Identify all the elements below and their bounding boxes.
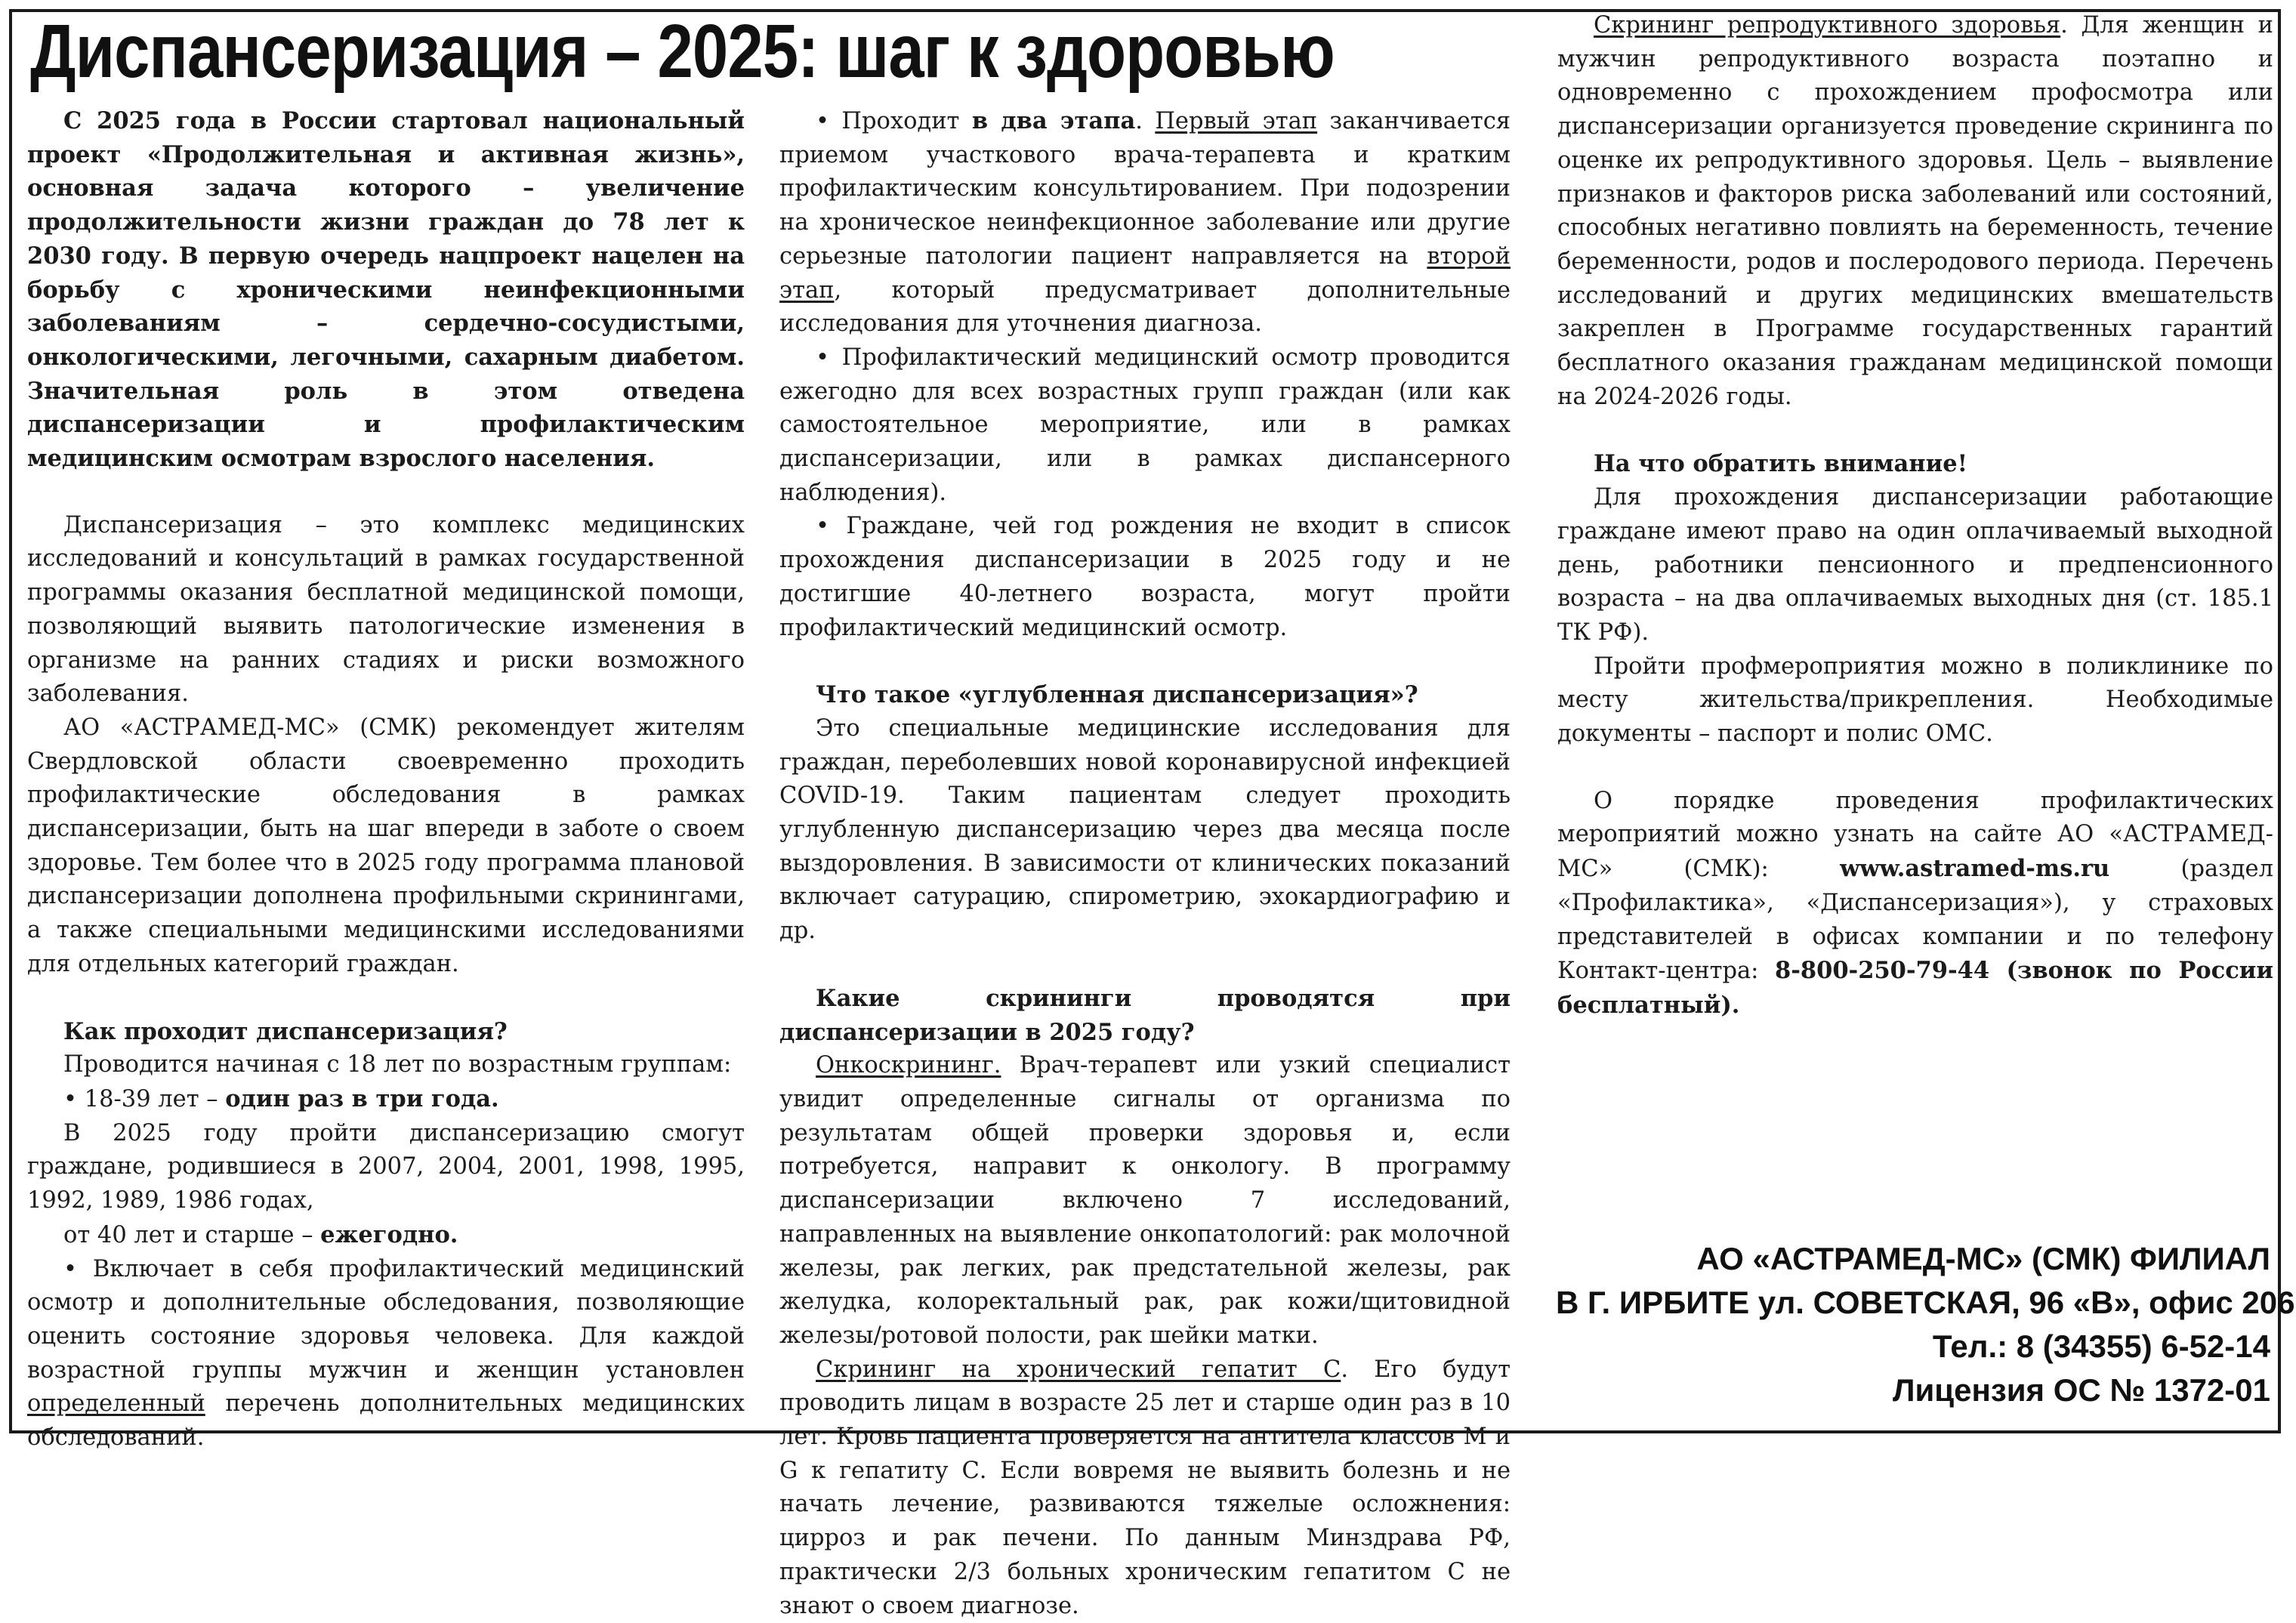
heading-attention: На что обратить внимание! [1594,450,1968,478]
underlined-term: Первый этап [1155,108,1318,134]
underlined-term: второй этап [779,242,1511,304]
lead-paragraph: С 2025 года в России стартовал национальный проект «Продолжительная и активная жизнь», основная задача которого – увеличение продолжительности жизни граждан до 78 лет к 2030 году. В первую очередь нацпроект нацелен на борьбу с хроническими неинфекционными заболеваниям – сердечно-сосудистыми, онкологическими, легочными, сахарным диабетом. Значительная роль в этом отведена диспансеризации и профилактическим медицинским осмотрам взрослого населения. [27,107,745,473]
hepatitis-paragraph [779,1353,1511,1623]
phone-number: 8-800-250-79-44 (звонок по России бесплатный). [1557,957,2274,1019]
text-run: перечень дополнительных медицинских обследований. [27,1390,745,1452]
deep-screening-paragraph: Это специальные медицинские исследования для граждан, переболевших новой коронавирусной инфекцией COVID-19. Таким пациентам следует проходить углубленную диспансеризацию через два месяца после выздоровления. В зависимости от клинических показаний включает сатурацию, спирометрию, эхокардиографию и др. [779,714,1511,945]
column-right [1557,9,2273,1233]
signature-block [1556,1237,2295,1412]
attention-paragraph-1: Для прохождения диспансеризации работающие граждане имеют право на один оплачиваемый выходной день, работники пенсионного и предпенсионного возраста – на два оплачиваемых выходных дня (ст. 185.1 ТК РФ). [1557,484,2273,646]
stages-paragraph [779,104,1511,341]
text-run: . Его будут проводить лицам в возрасте 25 лет и старше один раз в 10 лет. Кровь пациента проверяется на антитела классов M и G к гепатиту С. Если вовремя не выявить болезнь и не начать лечение, развиваются тяжелые осложнения: цирроз и рак печени. По данным Минздрава РФ, практически 2/3 больных хроническим гепатитом С не знают о своем диагнозе. [779,1356,1511,1619]
article-title: Диспансеризация – 2025: шаг к здоровью [30,9,1335,94]
reproductive-paragraph [1557,9,2273,414]
underlined-term: определенный [27,1390,205,1418]
signature-phone: Тел.: 8 (34355) 6-52-14 [1932,1328,2270,1364]
text-run: заканчивается приемом участкового врача-терапевта и кратким профилактическим консультированием. При подозрении на хроническое неинфекционное заболевание или другие серьезные патологии пациент направляется на [779,108,1511,270]
bold-term: в два этапа [971,107,1136,134]
onco-screening-paragraph [779,1049,1511,1353]
column-left [27,104,745,1452]
website-link[interactable]: www.astramed-ms.ru [1840,855,2110,883]
underlined-term: Онкоскрининг. [816,1052,1001,1079]
text-run: . [1135,108,1156,134]
age-group-label: от 40 лет и старше – [63,1221,321,1248]
includes-paragraph [27,1253,745,1455]
prof-exam-paragraph: • Профилактический медицинский осмотр проводится ежегодно для всех возрастных групп граждан (или как самостоятельное мероприятие, или в рамках диспансеризации, или в рамках диспансерного наблюдения). [779,344,1511,506]
text-run: О порядке проведения профилактических мероприятий можно узнать на сайте АО «АСТРАМЕД-МС» (СМК): [1557,787,2273,883]
paragraph-recommendation: АО «АСТРАМЕД-МС» (СМК) рекомендует жителям Свердловской области своевременно проходить профилактические обследования в рамках диспансеризации, быть на шаг впереди в заботе о своем здоровье. Тем более что в 2025 году программа плановой диспансеризации дополнена профильными скринингами, а также специальными медицинскими исследованиями для отдельных категорий граждан. [27,714,745,977]
birth-years-paragraph: В 2025 году пройти диспансеризацию смогут граждане, родившиеся в 2007, 2004, 2001, 1998, 1995, 1992, 1989, 1986 годах, [27,1119,745,1214]
heading-deep-screening: Что такое «углубленная диспансеризация»? [816,681,1418,709]
column-middle [779,104,1511,1619]
signature-address: В Г. ИРБИТЕ ул. СОВЕТСКАЯ, 96 «В», офис 206 [1556,1285,2295,1320]
text-run: . Для женщин и мужчин репродуктивного возраста поэтапно и одновременно с прохождением профосмотра или диспансеризации организуется проведение скрининга по оценке их репродуктивного здоровья. Цель – выявление признаков и факторов риска заболеваний или состояний, способных негативно повлиять на беременность, течение беременности, родов и послеродового периода. Перечень исследований и других медицинских вмешательств закреплен в Программе государственных гарантий бесплатного оказания гражданам медицинской помощи на 2024-2026 годы. [1557,12,2273,410]
text-run: • Включает в себя профилактический медицинский осмотр и дополнительные обследования, позволяющие оценить состояние здоровья человека. Для каждой возрастной группы мужчин и женщин установлен [27,1255,745,1384]
age-groups-intro: Проводится начиная с 18 лет по возрастным группам: [63,1051,732,1078]
text-run: Врач-терапевт или узкий специалист увидит определенные сигналы от организма по результатам общей проверки здоровья и, если потребуется, направит к онкологу. В программу диспансеризации включено 7 исследований, направленных на выявление онкопатологий: рак молочной железы, рак легких, рак предстательной железы, рак желудка, колоректальный рак, рак кожи/щитовидной железы/ротовой полости, рак шейки матки. [779,1052,1511,1349]
signature-license: Лицензия ОС № 1372-01 [1892,1372,2270,1408]
attention-paragraph-2: Пройти профмероприятия можно в поликлинике по месту жительства/прикрепления. Необходимые документы – паспорт и полис ОМС. [1557,653,2273,748]
underlined-term: Скрининг репродуктивного здоровья [1594,12,2061,39]
age-group-frequency: ежегодно. [320,1220,458,1248]
citizens-paragraph: • Граждане, чей год рождения не входит в список прохождения диспансеризации в 2025 году и не достигшие 40-летнего возраста, могут пройти профилактический медицинский осмотр. [779,513,1511,641]
heading-how-it-works: Как проходит диспансеризация? [63,1017,508,1045]
paragraph-definition: Диспансеризация – это комплекс медицинских исследований и консультаций в рамках государственной программы оказания бесплатной медицинской помощи, позволяющий выявить патологические изменения в организме на ранних стадиях и риски возможного заболевания. [27,511,745,708]
contact-paragraph [1557,785,2273,1023]
underlined-term: Скрининг на хронический гепатит С [816,1356,1341,1383]
age-group-40-plus [27,1218,745,1253]
text-run: , который предусматривает дополнительные исследования для уточнения диагноза. [779,276,1511,338]
age-group-18-39 [27,1082,745,1117]
heading-screenings: Какие скрининги проводятся при диспансеризации в 2025 году? [779,984,1511,1046]
text-run: (раздел «Профилактика», «Диспансеризация»), у страховых представителей в офисах компании и по телефону Контакт-центра: [1557,856,2273,985]
signature-company: АО «АСТРАМЕД-МС» (СМК) ФИЛИАЛ [1696,1241,2270,1276]
age-group-label: • 18-39 лет – [63,1085,226,1112]
age-group-frequency: один раз в три года. [225,1085,499,1112]
text-run: • Проходит [816,108,972,134]
